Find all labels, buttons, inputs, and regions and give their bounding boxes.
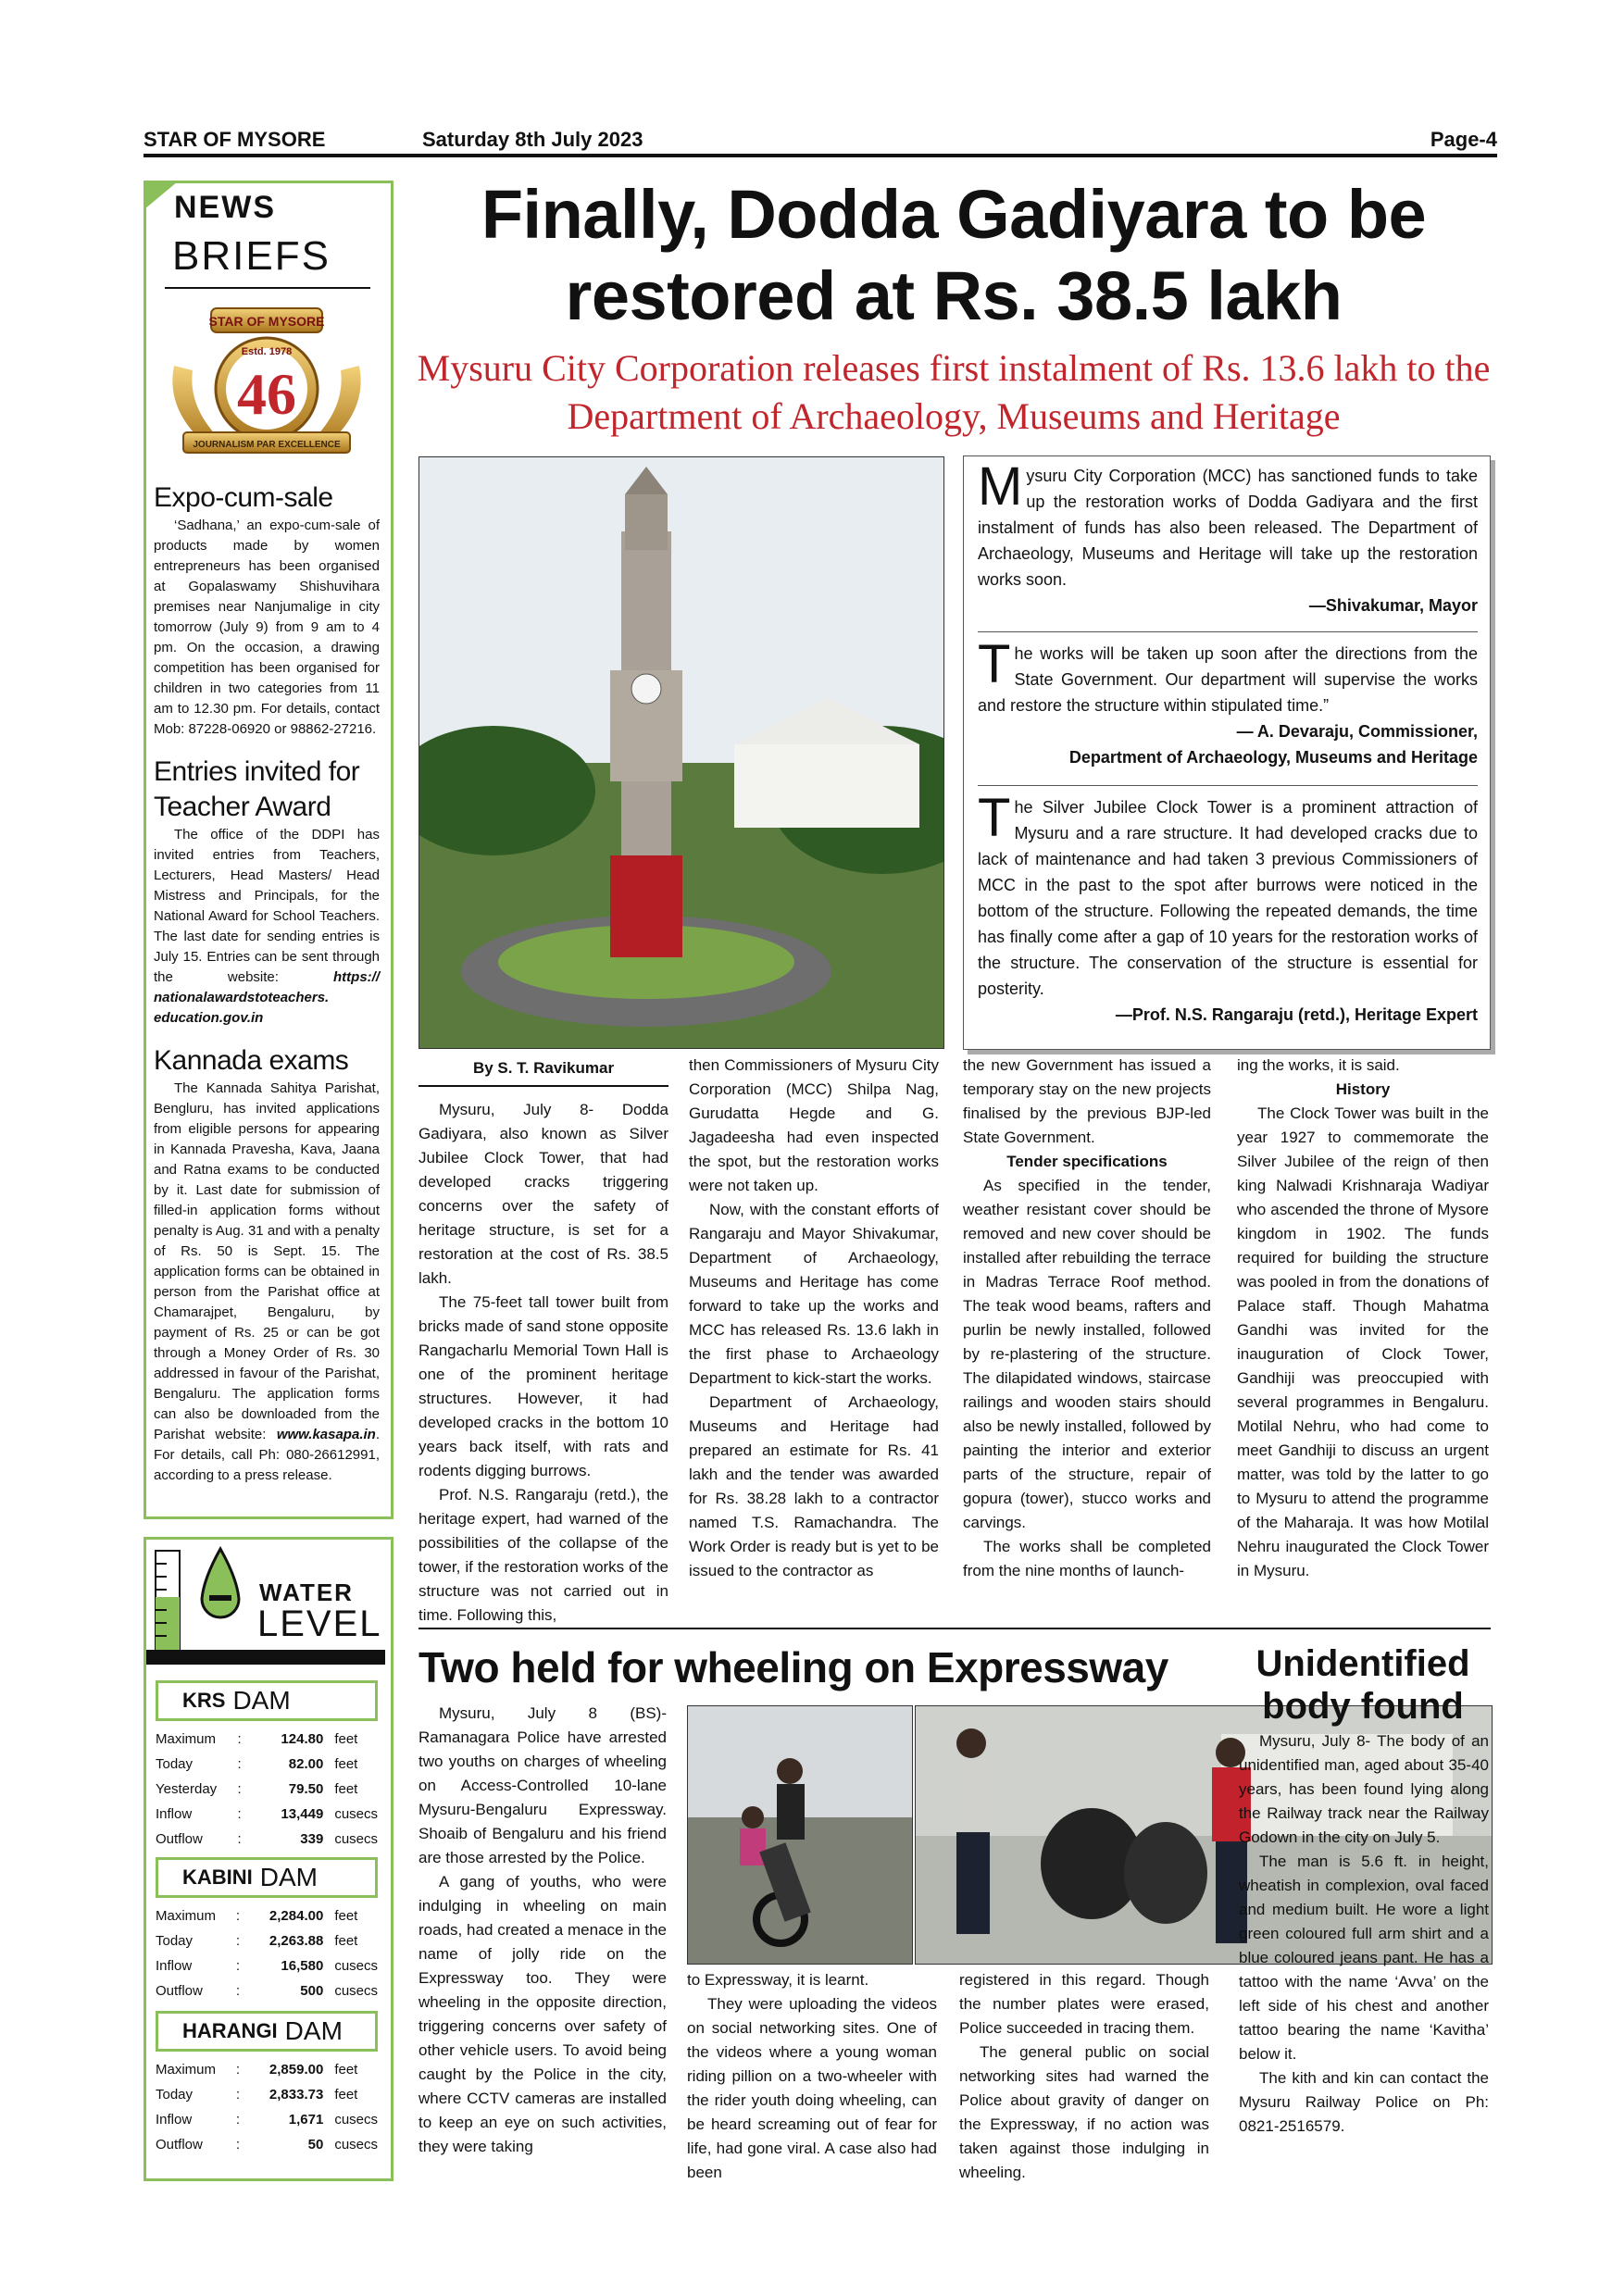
brief-text: ‘Sadhana,’ an expo-cum-sale of products made by women entrepreneurs has been organised at Gopalaswamy Shishuvihara premises near Nanjumalige in city tomorrow (July 9) from 9 am to 4 pm. On the occasion, a drawing competition has been organised for children in two categories from 11 am to 12.30 pm. For details, contact Mob: 87228-06920 or 98862-27216. xyxy=(154,518,380,737)
logo-ribbon: JOURNALISM PAR EXCELLENCE xyxy=(193,440,341,450)
section-rule xyxy=(418,1628,1491,1629)
drop-cap: M xyxy=(978,456,1023,517)
paragraph: They were uploading the videos on social networking sites. One of the videos where a young woman riding pillion on a two-wheeler with the rider youth doing wheeling, can be heard screaming out of fear for life, had gone viral. A case also had been xyxy=(687,1995,937,2181)
story2-column-1 xyxy=(418,1702,667,2159)
section-subhead: History xyxy=(1335,1080,1391,1098)
drop-cap: T xyxy=(978,788,1011,848)
paragraph: Now, with the constant efforts of Rangaraju and Mayor Shivakumar, Department of Archaeology, Museums and Heritage has come forward to take up the works and MCC has released Rs. 13.6 lakh in the first phase to Archaeology Department to kick-start the works. xyxy=(689,1201,939,1387)
lead-column-3 xyxy=(963,1054,1211,1583)
logo-number: 46 xyxy=(237,361,296,427)
kasapa-website-link[interactable]: www.kasapa.in xyxy=(276,1427,376,1442)
story2-column-2 xyxy=(687,1968,937,2185)
paragraph: As specified in the tender, weather resistant cover should be removed and new cover should be installed after rebuilding the terrace in Madras Terrace Roof method. The teak wood beams, rafters and purlin be newly installed, followed by re-plastering of the structure. The dilapidated windows, staircase railings and wooden stairs should also be newly installed, followed by painting the interior and exterior parts of the structure, repair of gopura (tower), stucco works and carvings. xyxy=(963,1177,1211,1531)
paragraph: The kith and kin can contact the Mysuru Railway Police on Ph: 0821-2516579. xyxy=(1239,2069,1489,2135)
page-number: Page-4 xyxy=(1430,128,1497,151)
paragraph: then Commissioners of Mysuru City Corporation (MCC) Shilpa Nag, Gurudatta Hegde and G. Jagadeesha had even inspected the spot, but the restoration works were not taken up. xyxy=(689,1056,939,1194)
krs-dam-table xyxy=(156,1727,378,1852)
logo-estd: Estd. 1978 xyxy=(241,346,293,357)
paragraph: Prof. N.S. Rangaraju (retd.), the heritage expert, had warned of the possibilities of the collapse of the tower, if the restoration works of the structure was not carried out in time. Following this, xyxy=(418,1486,668,1624)
krs-dam-block xyxy=(156,1680,378,1852)
byline-rule xyxy=(418,1085,668,1087)
paragraph: Mysuru, July 8 (BS)- Ramanagara Police have arrested two youths on charges of wheeling on Access-Controlled 10-lane Mysuru-Bengaluru Expressway. Shoaib of Bengaluru and his friend are those arrested by the Police. xyxy=(418,1704,667,1866)
brief-text: The Kannada Sahitya Parishat, Bengluru, has invited applications from eligible persons for appearing in Kannada Pravesha, Kava, Jaana and Ratna exams to be conducted by it. Last date for submission of filled-in application forms without penalty is Aug. 31 and with a penalty of Rs. 50 is Sept. 15. The application forms can be obtained in person from the Parishat office at Chamarajpet, Bengaluru, by payment of Rs. 25 or can be got through a Money Order of Rs. 30 addressed in favour of the Parishat, Bengaluru. The application forms can also be downloaded from the Parishat website: www.kasapa.in. For details, call Ph: 080-26612991, according to a press release. xyxy=(154,1080,380,1483)
lead-byline: By S. T. Ravikumar xyxy=(472,1059,615,1077)
table-row: Maximum : 124.80 feet xyxy=(156,1731,358,1747)
logo-title: STAR OF MYSORE xyxy=(208,314,325,329)
briefs-underline xyxy=(165,287,370,289)
table-row: Inflow : 1,671 cusecs xyxy=(156,2112,378,2128)
brief-kannada-exams xyxy=(154,1043,380,1486)
quote-divider xyxy=(978,785,1478,786)
quote-expert: The Silver Jubilee Clock Tower is a prominent attraction of Mysuru and a rare structure. It had developed cracks due to lack of maintenance and had taken 3 previous Commissioners of MCC in the past to the spot after burrows were noticed in the bottom of the structure. Following the repeated demands, the time has finally come after a gap of 10 years for the restoration works of the structure. The conservation of the structure is essential for posterity. —Prof. N.S. Rangaraju (retd.), Heritage Expert xyxy=(978,794,1478,1028)
quote-attribution: —Shivakumar, Mayor xyxy=(1308,596,1478,615)
table-row: Outflow : 500 cusecs xyxy=(156,1983,378,1999)
paragraph: Department of Archaeology, Museums and Heritage had prepared an estimate for Rs. 41 lakh and the tender was awarded for Rs. 38.28 lakh to a contractor named T.S. Ramachandra. The Work Order is ready but is yet to be issued to the contractor as xyxy=(689,1393,939,1579)
section-subhead: Tender specifications xyxy=(1006,1153,1168,1170)
lead-column-1 xyxy=(418,1098,668,1628)
table-row: Today : 82.00 feet xyxy=(156,1756,358,1772)
lead-headline: Finally, Dodda Gadiyara to be restored at Rs. 38.5 lakh xyxy=(481,176,1427,334)
paragraph: Mysuru, July 8- Dodda Gadiyara, also known as Silver Jubilee Clock Tower, that had developed cracks triggering concerns over the safety of heritage structure, is set for a restoration at the cost of Rs. 38.5 lakh. xyxy=(418,1101,668,1287)
kabini-dam-title: KABINI DAM xyxy=(156,1857,378,1898)
harangi-dam-table xyxy=(156,2057,378,2157)
wheeling-photo-1 xyxy=(687,1705,913,1965)
brief-teacher-award xyxy=(154,755,380,1029)
header-rule xyxy=(144,154,1497,157)
quote-attribution-dept: Department of Archaeology, Museums and Heritage xyxy=(1068,748,1478,767)
paragraph: The Clock Tower was built in the year 1927 to commemorate the Silver Jubilee of the reign of then king Nalwadi Krishnaraja Wadiyar who ascended the throne of Mysore kingdom in 1902. The funds required for building the structure was pooled in from the donations of Palace staff. Though Mahatma Gandhi was invited for the inauguration of Clock Tower, Gandhiji was preoccupied with several programmes in Bengaluru. Motilal Nehru, who had come to meet Gandhiji to discuss an urgent matter, was told by the latter to go to Mysuru to attend the programme of the Maharaja. It was how Motilal Nehru inaugurated the Clock Tower in Mysuru. xyxy=(1237,1104,1489,1579)
kabini-dam-table xyxy=(156,1903,378,2003)
table-row: Maximum : 2,284.00 feet xyxy=(156,1908,358,1924)
table-row: Today : 2,263.88 feet xyxy=(156,1933,358,1949)
lead-column-4 xyxy=(1237,1054,1489,1583)
story3-body xyxy=(1239,1729,1489,2139)
table-row: Inflow : 16,580 cusecs xyxy=(156,1958,378,1974)
brief-title: Entries invited for Teacher Award xyxy=(154,756,360,822)
quote-mayor: Mysuru City Corporation (MCC) has sanctioned funds to take up the restoration works of Dodda Gadiyara and the first instalment of funds has also been released. The Department of Archaeology, Museums and Heritage will take up the restoration works soon. —Shivakumar, Mayor xyxy=(978,463,1478,618)
quote-divider xyxy=(978,631,1478,632)
clock-tower-photo xyxy=(418,456,944,1049)
paragraph: The man is 5.6 ft. in height, wheatish in complexion, oval faced and medium built. He wore a light green coloured full arm shirt and a blue coloured jeans pant. He has a tattoo with the name ‘Avva’ on the left side of his chest and another tattoo bearing the name ‘Kavitha’ below it. xyxy=(1239,1853,1489,2063)
story2-headline: Two held for wheeling on Expressway xyxy=(418,1643,1168,1691)
issue-date: Saturday 8th July 2023 xyxy=(422,128,643,151)
table-row: Outflow : 339 cusecs xyxy=(156,1831,378,1847)
kabini-dam-block xyxy=(156,1857,378,2003)
star-of-mysore-46-logo xyxy=(156,301,378,468)
harangi-dam-block xyxy=(156,2011,378,2157)
brief-title: Kannada exams xyxy=(154,1045,349,1076)
lead-column-2 xyxy=(689,1054,939,1583)
briefs-label: BRIEFS xyxy=(172,233,331,279)
harangi-dam-title: HARANGI DAM xyxy=(156,2011,378,2052)
table-row: Today : 2,833.73 feet xyxy=(156,2087,358,2103)
story3-headline: Unidentified body found xyxy=(1255,1643,1470,1727)
water-rule xyxy=(146,1650,385,1665)
krs-dam-title: KRS DAM xyxy=(156,1680,378,1721)
level-label: LEVEL xyxy=(257,1603,382,1644)
brief-title: Expo-cum-sale xyxy=(154,482,333,513)
paragraph: the new Government has issued a temporary stay on the new projects finalised by the previous BJP-led State Government. xyxy=(963,1056,1211,1146)
paper-name: STAR OF MYSORE xyxy=(144,128,326,151)
quote-attribution: — A. Devaraju, Commissioner, xyxy=(1236,722,1478,741)
table-row: Maximum : 2,859.00 feet xyxy=(156,2062,358,2078)
drop-cap: T xyxy=(978,634,1011,694)
award-website-link[interactable]: https:// nationalawardstoteachers. education.gov.in xyxy=(154,969,380,1026)
table-row: Outflow : 50 cusecs xyxy=(156,2137,378,2152)
quote-commissioner: The works will be taken up soon after the directions from the State Government. Our department will supervise the works and restore the structure within stipulated time.” — A. Devaraju, Commissioner, Department of Archaeology, Museums and Heritage xyxy=(978,641,1478,770)
quote-attribution: —Prof. N.S. Rangaraju (retd.), Heritage Expert xyxy=(1115,1005,1478,1024)
water-label: WATER xyxy=(259,1578,354,1606)
paragraph: The works shall be completed from the nine months of launch- xyxy=(963,1538,1211,1579)
table-row: Yesterday : 79.50 feet xyxy=(156,1781,358,1797)
news-label: NEWS xyxy=(174,190,276,225)
paragraph: ing the works, it is said. xyxy=(1237,1056,1400,1074)
paragraph: The 75-feet tall tower built from bricks made of sand stone opposite Rangacharlu Memorial Town Hall is one of the prominent heritage structures. However, it had developed cracks in the bottom 10 years back itself, with rats and rodents digging burrows. xyxy=(418,1293,668,1479)
paragraph: Mysuru, July 8- The body of an unidentified man, aged about 35-40 years, has been found lying along the Railway track near the Railway Godown in the city on July 5. xyxy=(1239,1732,1489,1846)
paragraph: A gang of youths, who were indulging in wheeling on main roads, had created a menace in the name of jolly ride on the Expressway too. They were wheeling in the opposite direction, triggering concerns over safety of other vehicle users. To avoid being caught by the Police in the city, where CCTV cameras are installed to keep an eye on such activities, they were taking xyxy=(418,1873,667,2155)
brief-expo xyxy=(154,480,380,740)
paragraph: to Expressway, it is learnt. xyxy=(687,1971,869,1989)
paragraph: registered in this regard. Though the number plates were erased, Police succeeded in tracing them. xyxy=(959,1971,1209,2037)
brief-text: The office of the DDPI has invited entries from Teachers, Lecturers, Head Masters/ Head Mistress and Principals, for the National Award for School Teachers. The last date for sending entries is July 15. Entries can be sent through the website: https:// nationalawardstoteachers. education.gov.in xyxy=(154,827,380,1026)
story2-column-3 xyxy=(959,1968,1209,2185)
table-row: Inflow : 13,449 cusecs xyxy=(156,1806,378,1822)
lead-subhead: Mysuru City Corporation releases first instalment of Rs. 13.6 lakh to the Department of Archaeology, Museums and Heritage xyxy=(417,347,1491,437)
paragraph: The general public on social networking sites had warned the Police about gravity of danger on the Expressway, if no action was taken against those indulging in wheeling. xyxy=(959,2043,1209,2181)
